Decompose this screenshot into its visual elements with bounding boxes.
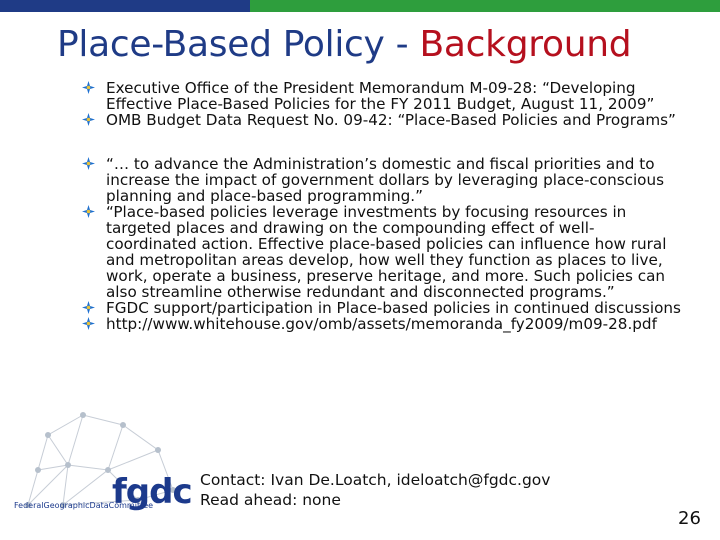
bullet-item [82,112,682,128]
bullet-star-icon [82,301,95,314]
fgdc-logo-wordmark: fgdc [112,472,192,512]
bullet-text: “Place-based policies leverage investments by focusing resources in targeted places and drawing on the compounding effect of well-coordinated action. Effective place-based policies can influence how rural and metropolitan areas develop, how well they function as places to live, work, operate a business, preserve heritage, and more. Such policies can also streamline otherwise redundant and disconnected programs.” [106,203,667,301]
bullet-text: FGDC support/participation in Place-based policies in continued discussions [106,299,681,317]
read-ahead-line: Read ahead: none [200,491,341,509]
contact-block [200,470,550,510]
slide-title [57,24,631,65]
bullet-star-icon [82,157,95,170]
bullet-star-icon [82,81,95,94]
bullet-text: Executive Office of the President Memorandum M-09-28: “Developing Effective Place-Based Policies for the FY 2011 Budget, August 11, 2009” [106,79,655,113]
bullet-star-icon [82,317,95,330]
contact-line: Contact: Ivan De.Loatch, ideloatch@fgdc.gov [200,471,551,489]
bullet-star-icon [82,113,95,126]
bullet-text: “… to advance the Administration’s domestic and fiscal priorities and to increase the impact of government dollars by leveraging place-conscious planning and place-based programming.” [106,155,665,205]
title-main: Place-Based Policy - [57,24,420,65]
bullet-list [82,80,682,332]
bullet-text: OMB Budget Data Request No. 09-42: “Place-Based Policies and Programs” [106,111,676,129]
bullet-item [82,156,682,204]
bullet-item [82,204,682,300]
fgdc-logo-subtitle: FederalGeographicDataCommittee [14,501,154,510]
bullet-item [82,300,682,316]
bullet-item [82,80,682,112]
bullet-item [82,316,682,332]
top-color-band [0,0,720,12]
bullet-link-text[interactable]: http://www.whitehouse.gov/omb/assets/memoranda_fy2009/m09-28.pdf [106,315,657,333]
page-number: 26 [678,508,701,529]
band-segment-blue [0,0,250,12]
bullet-star-icon [82,205,95,218]
title-accent: Background [419,24,632,65]
band-segment-green [250,0,720,12]
